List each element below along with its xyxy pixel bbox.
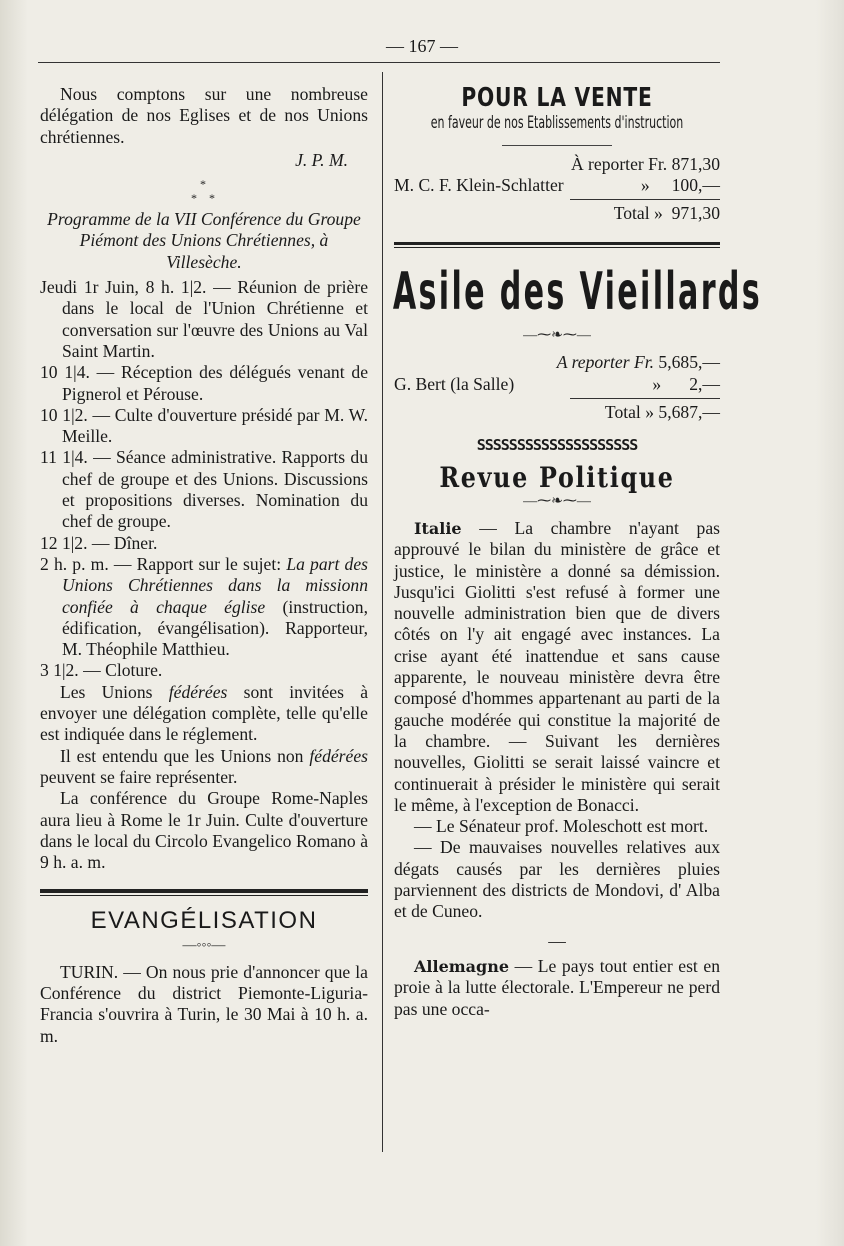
article-text: — La chambre n'ayant pas approuvé le bilan du ministère de grâce et justice, le ministère a donné sa démission. Jusqu'ici Giolitti s'est refusé à former une nouvelle administration bien que de divers côtés on l'y ait engagé avec instances. La crise ayant été inattendue et sans cause apparente, le nouveau ministère devra être composé d'hommes appartenant au parti de la gauche modérée qui constitue la majorité de la chambre. — Suivant les dernières nouvelles, Giolitti se serait laissé vaincre et continuerait à présider le ministère qui serait le même, à l'exception de Bonacci. (394, 517, 720, 815)
programme-title: Programme de la VII Conférence du Groupe Piémont des Unions Chrétiennes, à Villesèche. (47, 209, 361, 272)
report-amount: 871,30 (671, 153, 720, 174)
donor-name: M. C. F. Klein-Schlatter (394, 174, 564, 195)
text: sont invitées à envoyer une délégation complète, telle qu'elle est indiquée dans le réglement. (40, 681, 368, 745)
right-column (392, 83, 763, 1020)
italic: fédérées (309, 745, 368, 766)
item-italic: La part des Unions Chrétiennes dans la missionn confiée à chaque église (62, 553, 368, 617)
programme-item: 12 1|2. — Dîner. (40, 532, 158, 553)
asile-donor-row (394, 374, 720, 395)
signature: J. P. M. (295, 149, 348, 170)
intro-paragraph: Nous comptons sur une nombreuse délégation de nos Eglises et de nos Unions chrétiennes. (40, 84, 368, 147)
asile-title: Asile des Vieillards (392, 262, 763, 323)
vente-donor-row (394, 175, 720, 196)
programme-item (40, 554, 368, 660)
country-label: Allemagne (414, 956, 510, 976)
vente-title: POUR LA VENTE (461, 83, 653, 113)
non-federees-paragraph (40, 746, 368, 789)
rome-paragraph: La conférence du Groupe Rome-Naples aura lieu à Rome le 1r Juin. Culte d'ouverture dans le local du Circolo Evangelico Romano à 9 h. a. m. (40, 788, 368, 873)
italie-paragraph (394, 518, 720, 816)
asile-ornament: —⁓❧⁓— (523, 328, 591, 344)
programme-item: 11 1|4. — Séance administrative. Rapports du chef de groupe et des Unions. Discussions et propositions diverses. Nomination du chef de groupe. (40, 447, 368, 532)
ditto-mark: » (640, 174, 650, 195)
short-rule (502, 145, 612, 146)
evangelisation-ornament: —◦◦◦— (182, 937, 226, 953)
dash-separator: — (548, 930, 566, 951)
asile-report-row (394, 352, 720, 373)
total-amount: 971,30 (671, 203, 720, 224)
italic: fédérées (168, 681, 228, 702)
sum-rule (570, 398, 720, 399)
text: Les Unions (60, 681, 169, 702)
donor-amount: 2,— (689, 373, 720, 394)
item-text: 2 h. p. m. — Rapport sur le sujet: (40, 553, 287, 574)
programme-item: 10 1|2. — Culte d'ouverture présidé par M. W. Meille. (40, 404, 368, 447)
section-rule (394, 242, 720, 248)
programme-item: 3 1|2. — Cloture. (40, 660, 163, 681)
total-label: Total » (613, 203, 663, 224)
revue-title: Revue Politique (439, 460, 675, 494)
top-rule (38, 62, 720, 63)
donor-name: G. Bert (la Salle) (394, 373, 515, 394)
text: peuvent se faire représenter. (40, 766, 238, 787)
article-text: — Le pays tout entier est en proie à la lutte électorale. L'Empereur ne perd pas une occa- (394, 955, 720, 1019)
item-text: (instruction, édification, évangélisation). Rapporteur, M. Théophile Matthieu. (62, 596, 368, 660)
asile-total-row: Total » 5,687,— (604, 402, 720, 423)
column-divider (382, 72, 383, 1152)
left-column (40, 84, 368, 1047)
chain-ornament: SSSSSSSSSSSSSSSSSSSS (476, 436, 638, 455)
moleschott-paragraph: — Le Sénateur prof. Moleschott est mort. (414, 816, 709, 837)
text: Il est entendu que les Unions non (60, 745, 310, 766)
federees-paragraph (40, 682, 368, 746)
section-rule (40, 889, 368, 896)
report-label: A reporter Fr. (556, 352, 655, 373)
vente-total-row (394, 203, 720, 224)
revue-ornament: —⁓❧⁓— (523, 493, 591, 509)
donor-amount: 100,— (671, 174, 720, 195)
report-label: À reporter Fr. (570, 153, 668, 174)
pluies-paragraph: — De mauvaises nouvelles relatives aux dégats causés par les dernières pluies parviennent des districts de Mondovi, d' Alba et de Cuneo. (394, 837, 720, 922)
programme-item: Jeudi 1r Juin, 8 h. 1|2. — Réunion de prière dans le local de l'Union Chrétienne et conversation sur l'œuvre des Unions au Val Saint Martin. (40, 277, 368, 361)
turin-paragraph: TURIN. — On nous prie d'annoncer que la Conférence du district Piemonte-Liguria-Francia s'ouvrira à Turin, le 30 Mai à 10 h. a. m. (40, 961, 368, 1046)
country-label: Italie (414, 518, 462, 538)
sum-rule (570, 199, 720, 200)
programme-item: 10 1|4. — Réception des délégués venant de Pignerol et Pérouse. (40, 362, 368, 404)
allemagne-paragraph (394, 956, 720, 1020)
page-number: — 167 — (386, 36, 458, 56)
ditto-mark: » (652, 373, 662, 394)
report-amount: 5,685,— (658, 352, 720, 373)
vente-report-row (394, 154, 720, 175)
evangelisation-title: EVANGÉLISATION (90, 907, 318, 935)
vente-subtitle: en faveur de nos Etablissements d'instruction (430, 113, 684, 134)
stars-separator: * * * (191, 177, 217, 206)
